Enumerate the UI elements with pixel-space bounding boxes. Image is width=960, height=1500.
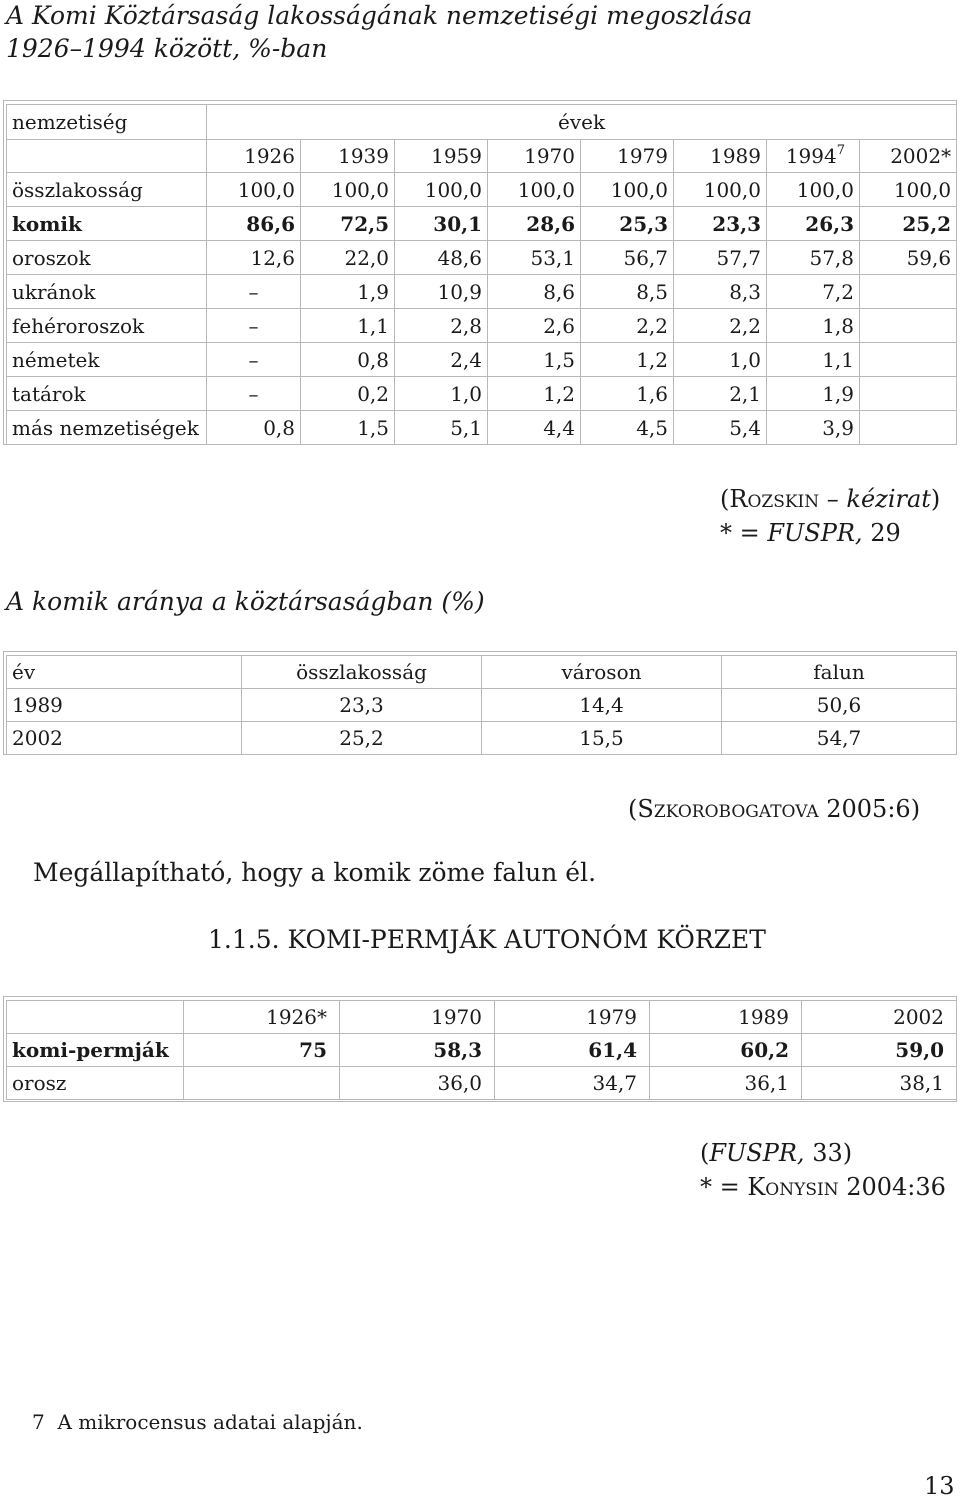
table1-source: (Rozskin – kézirat) xyxy=(720,485,941,513)
footnote-text: A mikrocensus adatai alapján. xyxy=(57,1410,363,1434)
table-cell: 1,2 xyxy=(488,377,581,411)
table-cell: 0,8 xyxy=(301,343,395,377)
year-header xyxy=(395,140,488,173)
table-cell: 100,0 xyxy=(860,173,957,207)
table-cell xyxy=(184,1067,340,1100)
table1-title-line1: A Komi Köztársaság lakosságának nemzetiségi megoszlása xyxy=(6,1,753,30)
year-header: 1926* xyxy=(184,1001,340,1034)
table-cell: 5,4 xyxy=(674,411,767,445)
column-header: összlakosság xyxy=(242,656,482,689)
table-cell: 57,8 xyxy=(767,241,860,275)
table-cell: 56,7 xyxy=(581,241,674,275)
source-note-year: 2004:36 xyxy=(846,1173,946,1201)
row-label: orosz xyxy=(7,1067,184,1100)
komi-permyak-table xyxy=(6,1000,957,1100)
section-heading: 1.1.5. KOMI-PERMJÁK AUTONÓM KÖRZET xyxy=(208,925,766,954)
table-cell: 86,6 xyxy=(207,207,301,241)
table-cell: 2,4 xyxy=(395,343,488,377)
year-label: 1939 xyxy=(338,144,389,168)
column-header: falun xyxy=(722,656,957,689)
table-cell: 1,0 xyxy=(674,343,767,377)
table-cell: 1,2 xyxy=(581,343,674,377)
table-row xyxy=(7,722,957,755)
year-label: 1926 xyxy=(244,144,295,168)
conclusion-text: Megállapítható, hogy a komik zöme falun él. xyxy=(33,858,597,887)
years-row xyxy=(7,140,957,173)
table-cell: 1,1 xyxy=(767,343,860,377)
table-cell: 1,9 xyxy=(767,377,860,411)
table-cell: 60,2 xyxy=(650,1034,802,1067)
table-cell: 23,3 xyxy=(674,207,767,241)
table-cell: – xyxy=(207,275,301,309)
table-cell: – xyxy=(207,343,301,377)
footnote-ref: 7 xyxy=(836,143,845,158)
table-cell: 100,0 xyxy=(488,173,581,207)
table-row xyxy=(7,1034,957,1067)
year-header xyxy=(674,140,767,173)
source-page: 33 xyxy=(812,1139,843,1167)
year-label: 1959 xyxy=(431,144,482,168)
table-cell: 25,2 xyxy=(242,722,482,755)
source-author: Szkorobogatova xyxy=(637,795,819,823)
table-cell: 1989 xyxy=(7,689,242,722)
table2-source: (Szkorobogatova 2005:6) xyxy=(628,795,921,823)
table-cell: 22,0 xyxy=(301,241,395,275)
page-number: 13 xyxy=(924,1472,955,1500)
source-author: Rozskin xyxy=(729,485,820,513)
table-cell: 59,6 xyxy=(860,241,957,275)
table1-source-note xyxy=(720,516,901,550)
table-cell: 2002 xyxy=(7,722,242,755)
table-cell: 1,0 xyxy=(395,377,488,411)
table-cell: 15,5 xyxy=(482,722,722,755)
table-row xyxy=(7,689,957,722)
table-cell: 26,3 xyxy=(767,207,860,241)
footnote xyxy=(32,1410,363,1434)
year-header xyxy=(488,140,581,173)
year-header xyxy=(767,140,860,173)
row-label: komik xyxy=(7,207,207,241)
table-row xyxy=(7,275,957,309)
table2-title: A komik aránya a köztársaságban (%) xyxy=(6,587,485,616)
column-header: év xyxy=(7,656,242,689)
year-label: 2002* xyxy=(890,144,952,168)
year-header: 1979 xyxy=(495,1001,650,1034)
table-cell: 2,2 xyxy=(581,309,674,343)
table-cell: 2,1 xyxy=(674,377,767,411)
row-label: németek xyxy=(7,343,207,377)
year-label: 1970 xyxy=(524,144,575,168)
table-cell: 1,5 xyxy=(301,411,395,445)
table-cell: 0,8 xyxy=(207,411,301,445)
table-row xyxy=(7,241,957,275)
source-note-work: FUSPR, xyxy=(767,519,863,547)
table-cell: 100,0 xyxy=(207,173,301,207)
table-row xyxy=(7,411,957,445)
table-cell: 1,1 xyxy=(301,309,395,343)
source-note-star: * = xyxy=(720,519,768,547)
table-cell: – xyxy=(207,377,301,411)
year-header xyxy=(581,140,674,173)
table1-title-line2: 1926–1994 között, %-ban xyxy=(6,34,328,63)
header-row xyxy=(7,656,957,689)
empty-cell xyxy=(7,140,207,173)
row-label: más nemzetiségek xyxy=(7,411,207,445)
table-cell: 2,8 xyxy=(395,309,488,343)
table-row xyxy=(7,377,957,411)
row-label: ukránok xyxy=(7,275,207,309)
table-cell: 100,0 xyxy=(301,173,395,207)
table-cell: 5,1 xyxy=(395,411,488,445)
table-cell: 100,0 xyxy=(674,173,767,207)
table-cell: 34,7 xyxy=(495,1067,650,1100)
year-header: 1970 xyxy=(340,1001,495,1034)
table-cell: 8,3 xyxy=(674,275,767,309)
years-row xyxy=(7,1001,957,1034)
table-cell: 57,7 xyxy=(674,241,767,275)
table-cell: 8,6 xyxy=(488,275,581,309)
source-year: 2005:6 xyxy=(826,795,911,823)
table-cell: 10,9 xyxy=(395,275,488,309)
table-cell: 59,0 xyxy=(802,1034,957,1067)
table-row xyxy=(7,207,957,241)
table-cell: 100,0 xyxy=(395,173,488,207)
table-cell: 7,2 xyxy=(767,275,860,309)
table-cell: 30,1 xyxy=(395,207,488,241)
year-header: 1989 xyxy=(650,1001,802,1034)
table-cell xyxy=(860,411,957,445)
footnote-number: 7 xyxy=(32,1410,45,1434)
nationality-column-header: nemzetiség xyxy=(7,105,207,140)
table-cell xyxy=(860,275,957,309)
year-header xyxy=(860,140,957,173)
year-header xyxy=(207,140,301,173)
table-cell xyxy=(860,309,957,343)
table-cell: 1,8 xyxy=(767,309,860,343)
table3-source-note xyxy=(700,1170,946,1204)
year-header xyxy=(301,140,395,173)
source-note-star: * = xyxy=(700,1173,748,1201)
table3-source: (FUSPR, 33) xyxy=(700,1139,853,1167)
table-cell: 36,0 xyxy=(340,1067,495,1100)
table-cell: 2,2 xyxy=(674,309,767,343)
table-cell: 3,9 xyxy=(767,411,860,445)
years-header: évek xyxy=(207,105,957,140)
table-cell xyxy=(860,377,957,411)
table-cell: – xyxy=(207,309,301,343)
table-cell: 50,6 xyxy=(722,689,957,722)
table-cell: 53,1 xyxy=(488,241,581,275)
table-cell: 0,2 xyxy=(301,377,395,411)
column-header: városon xyxy=(482,656,722,689)
source-work: FUSPR, xyxy=(709,1139,805,1167)
row-label: tatárok xyxy=(7,377,207,411)
table-cell: 23,3 xyxy=(242,689,482,722)
year-label: 1979 xyxy=(617,144,668,168)
nationality-table xyxy=(6,104,957,445)
table-row xyxy=(7,343,957,377)
table-cell: 72,5 xyxy=(301,207,395,241)
row-label: komi-permják xyxy=(7,1034,184,1067)
table-cell: 1,9 xyxy=(301,275,395,309)
table-row xyxy=(7,309,957,343)
table-cell: 14,4 xyxy=(482,689,722,722)
year-header: 2002 xyxy=(802,1001,957,1034)
table-cell: 25,2 xyxy=(860,207,957,241)
source-work: kézirat xyxy=(846,485,931,513)
source-note-page: 29 xyxy=(870,519,901,547)
komi-ratio-table xyxy=(6,655,957,755)
table-cell: 75 xyxy=(184,1034,340,1067)
table-cell: 25,3 xyxy=(581,207,674,241)
table-cell: 4,4 xyxy=(488,411,581,445)
table-cell: 100,0 xyxy=(581,173,674,207)
table-cell: 58,3 xyxy=(340,1034,495,1067)
empty-cell xyxy=(7,1001,184,1034)
table-cell: 1,5 xyxy=(488,343,581,377)
year-label: 1994 xyxy=(785,144,837,168)
table-row xyxy=(7,173,957,207)
row-label: oroszok xyxy=(7,241,207,275)
table-cell: 61,4 xyxy=(495,1034,650,1067)
table-cell: 36,1 xyxy=(650,1067,802,1100)
table-cell: 2,6 xyxy=(488,309,581,343)
table-cell: 1,6 xyxy=(581,377,674,411)
table-cell: 28,6 xyxy=(488,207,581,241)
source-dash: – xyxy=(826,485,839,513)
table-cell: 4,5 xyxy=(581,411,674,445)
table1-body xyxy=(7,173,957,445)
table-cell: 8,5 xyxy=(581,275,674,309)
table-cell xyxy=(860,343,957,377)
year-label: 1989 xyxy=(710,144,761,168)
row-label: fehéroroszok xyxy=(7,309,207,343)
table-cell: 12,6 xyxy=(207,241,301,275)
row-label: összlakosság xyxy=(7,173,207,207)
table-cell: 100,0 xyxy=(767,173,860,207)
table-cell: 38,1 xyxy=(802,1067,957,1100)
table-row xyxy=(7,1067,957,1100)
source-note-author: Konysin xyxy=(747,1173,839,1201)
table-cell: 54,7 xyxy=(722,722,957,755)
table-cell: 48,6 xyxy=(395,241,488,275)
